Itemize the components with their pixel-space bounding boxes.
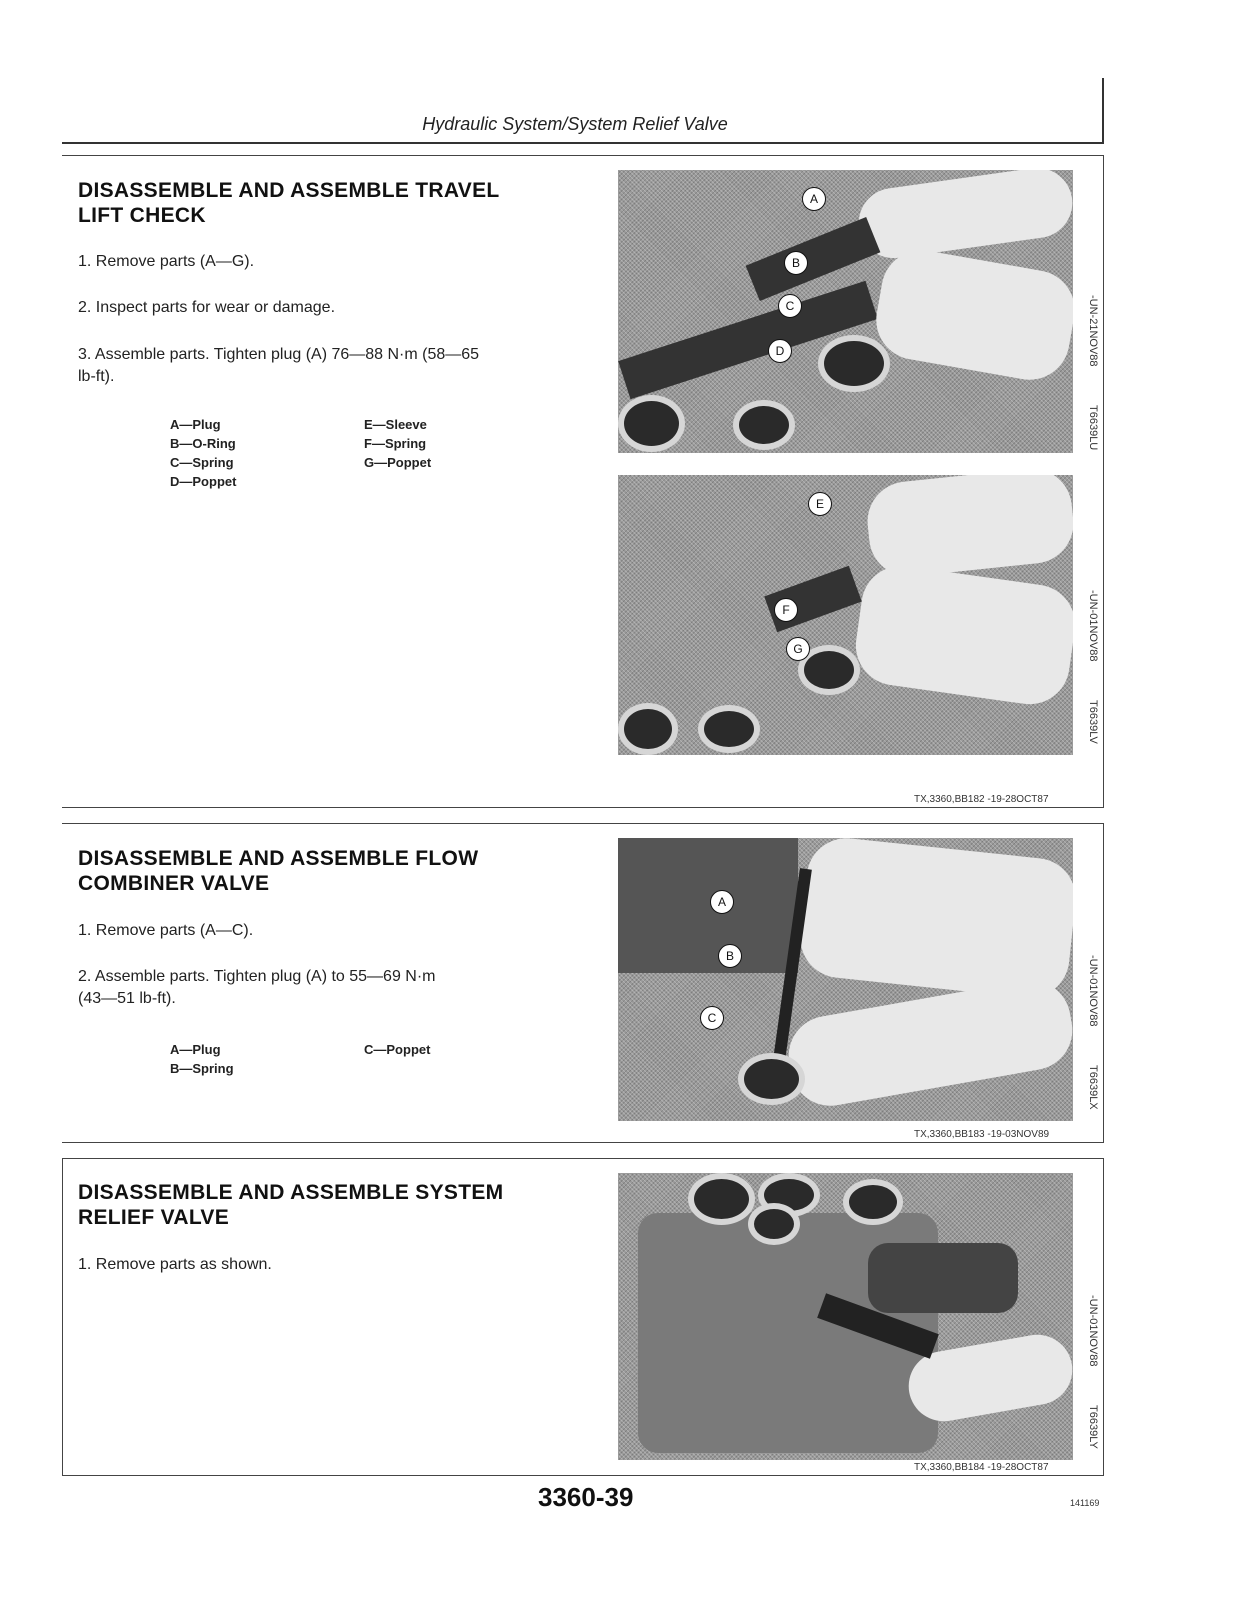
section-2-title bbox=[78, 846, 478, 896]
section-1-reference: TX,3360,BB182 -19-28OCT87 bbox=[914, 794, 1049, 805]
header-vertical-rule bbox=[1102, 78, 1104, 142]
running-header: Hydraulic System/System Relief Valve bbox=[422, 114, 728, 134]
photo-2-code-bottom: T6639LV bbox=[1087, 700, 1099, 744]
section-1-legend-col1 bbox=[170, 415, 236, 491]
legend-item: D—Poppet bbox=[170, 474, 237, 489]
section-3-reference: TX,3360,BB184 -19-28OCT87 bbox=[914, 1462, 1049, 1473]
section-2-legend-col1 bbox=[170, 1040, 234, 1078]
photo-1-code-top: -UN-21NOV88 bbox=[1087, 295, 1099, 367]
callout-g: G bbox=[786, 637, 810, 661]
legend-item: G—Poppet bbox=[364, 455, 432, 470]
photo-4-code-bottom: T6639LY bbox=[1087, 1405, 1099, 1449]
section-2-step-2: 2. Assemble parts. Tighten plug (A) to 55—69 N·m bbox=[78, 968, 436, 985]
section-1-photo-2 bbox=[618, 475, 1073, 755]
section-2-title-line1: DISASSEMBLE AND ASSEMBLE FLOW bbox=[78, 847, 479, 870]
section-3-title bbox=[78, 1180, 503, 1230]
section-1-title-line1: DISASSEMBLE AND ASSEMBLE TRAVEL bbox=[78, 179, 500, 202]
section-1-legend-col2 bbox=[364, 415, 431, 472]
section-3-step-1: 1. Remove parts as shown. bbox=[78, 1256, 272, 1273]
section-1-step-3-cont: lb-ft). bbox=[78, 368, 115, 385]
section-1-step-3: 3. Assemble parts. Tighten plug (A) 76—88 N·m (58—65 bbox=[78, 346, 480, 363]
section-1-title bbox=[78, 178, 500, 228]
legend-item: A—Plug bbox=[170, 417, 221, 432]
header-rule bbox=[62, 142, 1104, 144]
section-3-title-line1: DISASSEMBLE AND ASSEMBLE SYSTEM bbox=[78, 1181, 504, 1204]
callout-f: F bbox=[774, 598, 798, 622]
callout-a: A bbox=[710, 890, 734, 914]
callout-a: A bbox=[802, 187, 826, 211]
section-2-title-line2: COMBINER VALVE bbox=[78, 872, 270, 895]
callout-c: C bbox=[778, 294, 802, 318]
section-3-photo bbox=[618, 1173, 1073, 1460]
callout-b: B bbox=[718, 944, 742, 968]
legend-item: B—O-Ring bbox=[170, 436, 236, 451]
section-2-legend-col2 bbox=[364, 1040, 430, 1059]
page-number: 3360-39 bbox=[538, 1482, 634, 1512]
section-2-step-1: 1. Remove parts (A—C). bbox=[78, 922, 254, 939]
callout-b: B bbox=[784, 251, 808, 275]
photo-1-code-bottom: T6639LU bbox=[1087, 405, 1099, 451]
section-2-reference: TX,3360,BB183 -19-03NOV89 bbox=[914, 1129, 1050, 1140]
callout-d: D bbox=[768, 339, 792, 363]
footer-code: 141169 bbox=[1070, 1498, 1100, 1508]
callout-c: C bbox=[700, 1006, 724, 1030]
legend-item: C—Poppet bbox=[364, 1042, 431, 1057]
legend-item: B—Spring bbox=[170, 1061, 234, 1076]
section-1-step-2: 2. Inspect parts for wear or damage. bbox=[78, 299, 336, 316]
legend-item: F—Spring bbox=[364, 436, 427, 451]
photo-2-code-top: -UN-01NOV88 bbox=[1087, 590, 1099, 662]
photo-3-code-bottom: T6639LX bbox=[1087, 1065, 1099, 1110]
legend-item: E—Sleeve bbox=[364, 417, 427, 432]
section-3-title-line2: RELIEF VALVE bbox=[78, 1206, 229, 1229]
photo-3-code-top: -UN-01NOV88 bbox=[1087, 955, 1099, 1027]
section-1-step-1: 1. Remove parts (A—G). bbox=[78, 253, 255, 270]
photo-4-code-top: -UN-01NOV88 bbox=[1087, 1295, 1099, 1367]
legend-item: A—Plug bbox=[170, 1042, 221, 1057]
section-1-title-line2: LIFT CHECK bbox=[78, 204, 206, 227]
legend-item: C—Spring bbox=[170, 455, 234, 470]
section-2-step-2-cont: (43—51 lb-ft). bbox=[78, 990, 176, 1007]
callout-e: E bbox=[808, 492, 832, 516]
section-1-photo-1 bbox=[618, 170, 1073, 453]
section-2-photo bbox=[618, 838, 1073, 1121]
